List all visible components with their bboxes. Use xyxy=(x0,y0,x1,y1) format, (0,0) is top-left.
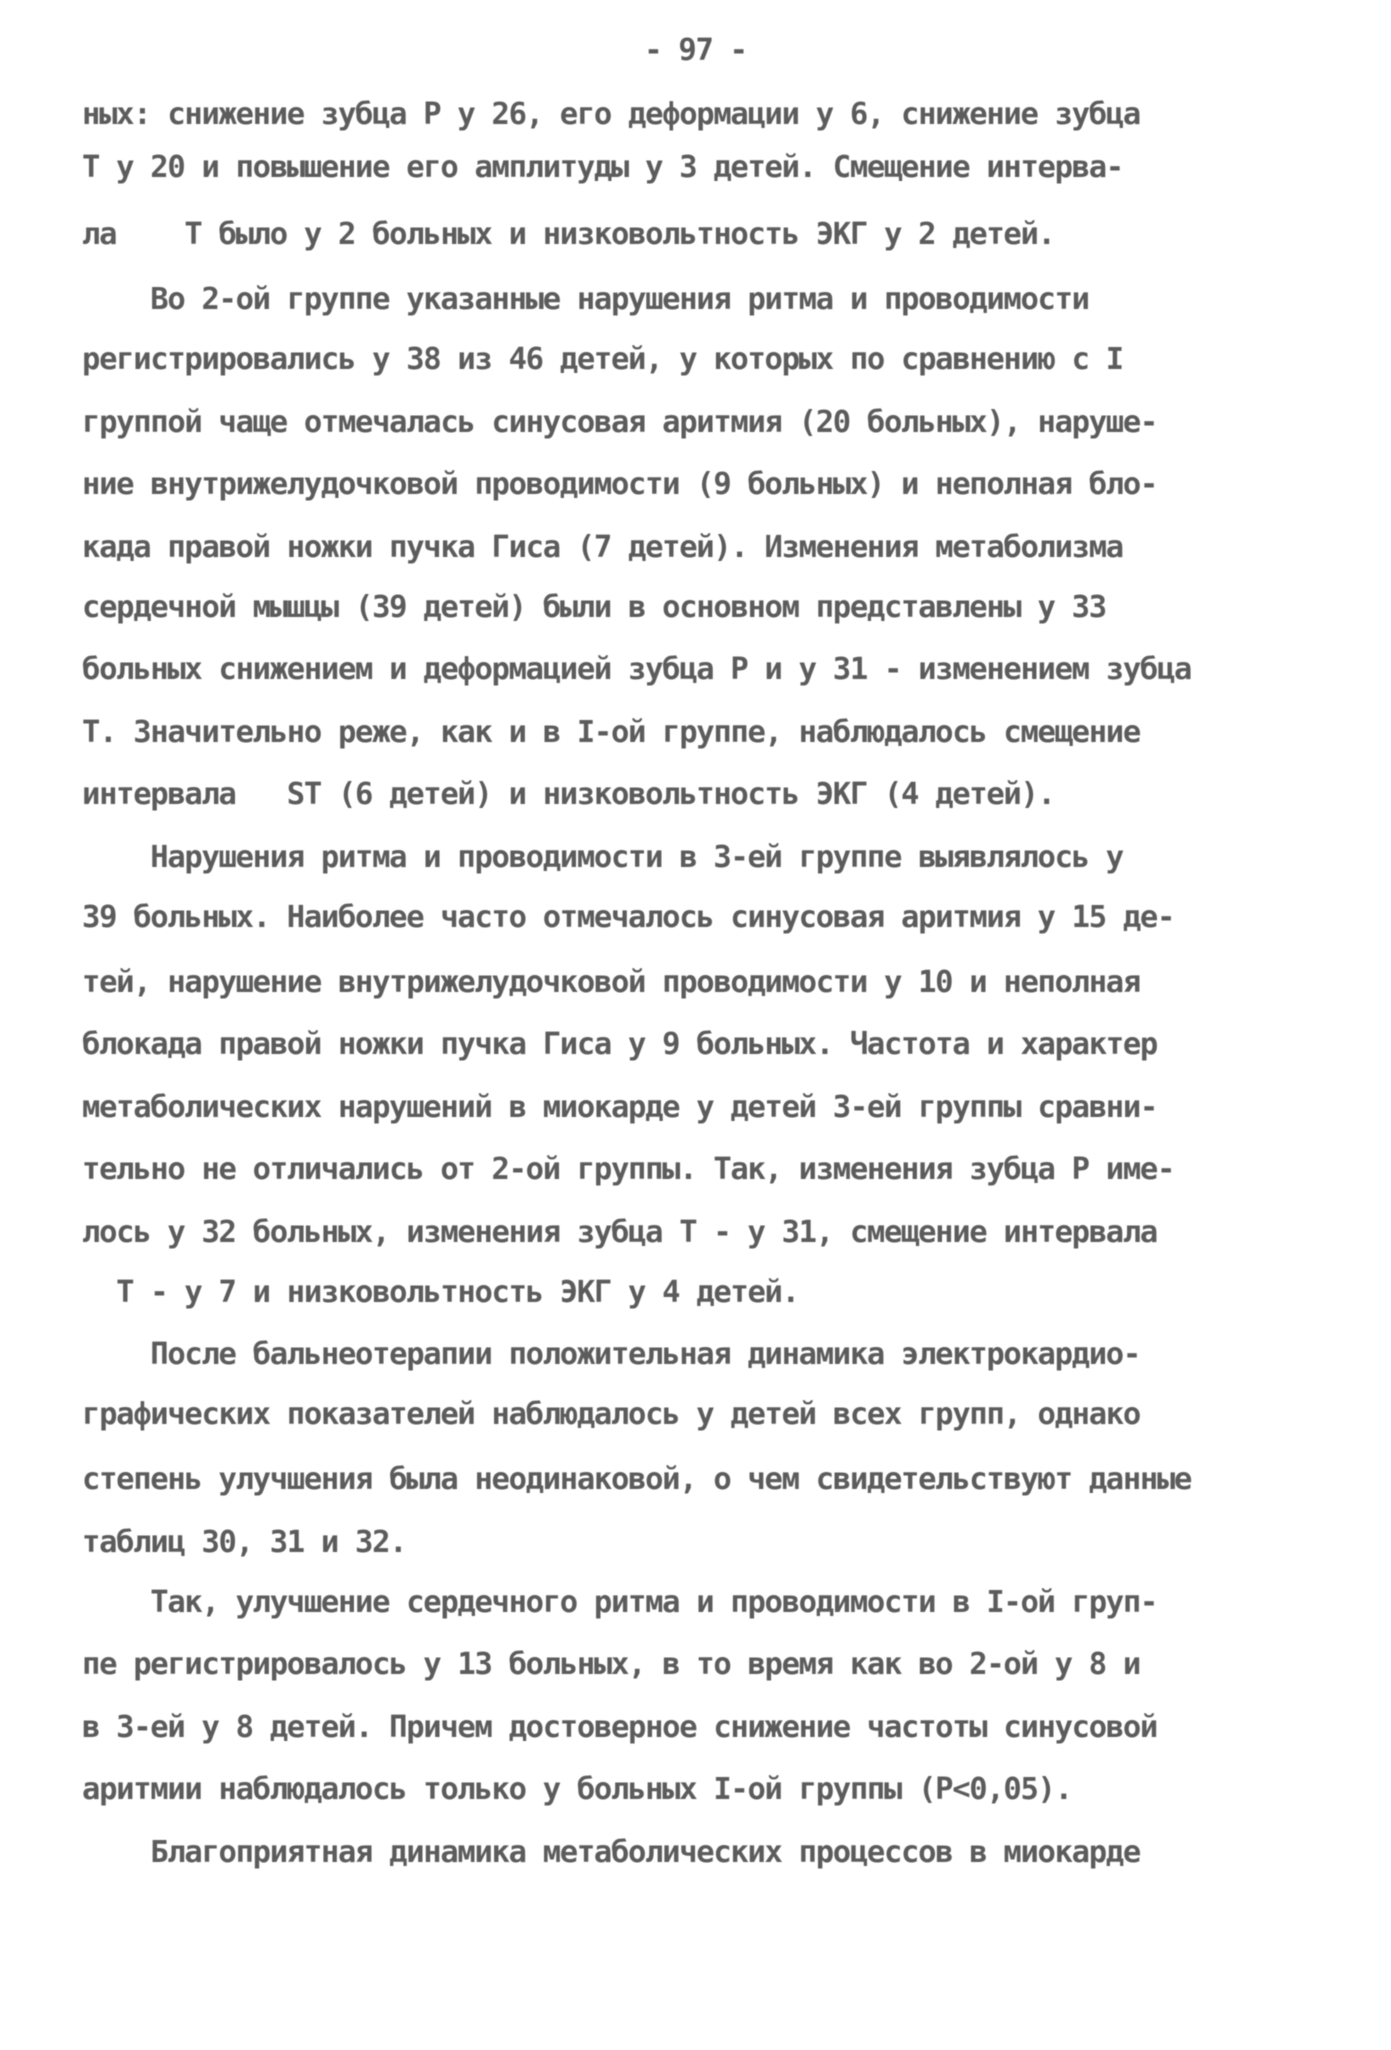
text-line: группой чаще отмечалась синусовая аритмия (20 больных), наруше- xyxy=(82,405,1157,440)
text-line: регистрировались у 38 из 46 детей, у которых по сравнению с I xyxy=(82,342,1123,377)
text-line: Благоприятная динамика метаболических процессов в миокарде xyxy=(82,1835,1140,1870)
text-line: пе регистрировалось у 13 больных, в то время как во 2-ой у 8 и xyxy=(82,1647,1140,1682)
text-line: сердечной мышцы (39 детей) были в основном представлены у 33 xyxy=(82,590,1106,625)
text-line: больных снижением и деформацией зубца Р и у 31 - изменением зубца xyxy=(82,652,1192,687)
page-number: - 97 - xyxy=(644,33,747,68)
text-line: графических показателей наблюдалось у детей всех групп, однако xyxy=(82,1397,1140,1432)
text-line: После бальнеотерапии положительная динамика электрокардио- xyxy=(82,1337,1140,1372)
text-line: тельно не отличались от 2-ой группы. Так, изменения зубца Р име- xyxy=(82,1152,1175,1187)
text-line: када правой ножки пучка Гиса (7 детей). Изменения метаболизма xyxy=(82,530,1123,565)
text-line: 39 больных. Наиболее часто отмечалось синусовая аритмия у 15 де- xyxy=(82,900,1175,935)
text-line: в 3-ей у 8 детей. Причем достоверное снижение частоты синусовой xyxy=(82,1710,1157,1745)
text-line: ние внутрижелудочковой проводимости (9 больных) и неполная бло- xyxy=(82,467,1157,502)
text-line: ных: снижение зубца Р у 26, его деформации у 6, снижение зубца xyxy=(82,97,1140,132)
text-line: степень улучшения была неодинаковой, о чем свидетельствуют данные xyxy=(82,1462,1192,1497)
text-line: лось у 32 больных, изменения зубца Т - у 31, смещение интервала xyxy=(82,1215,1157,1250)
text-line: блокада правой ножки пучка Гиса у 9 больных. Частота и характер xyxy=(82,1027,1157,1062)
text-line: ла Т было у 2 больных и низковольтность ЭКГ у 2 детей. xyxy=(82,217,1055,252)
text-line: аритмии наблюдалось только у больных I-ой группы (Р<0,05). xyxy=(82,1772,1072,1807)
text-line: интервала ST (6 детей) и низковольтность ЭКГ (4 детей). xyxy=(82,777,1055,812)
text-line: Т. Значительно реже, как и в I-ой группе, наблюдалось смещение xyxy=(82,715,1140,750)
text-line: метаболических нарушений в миокарде у детей 3-ей группы сравни- xyxy=(82,1090,1157,1125)
text-line: Во 2-ой группе указанные нарушения ритма и проводимости xyxy=(82,282,1089,317)
text-line: Нарушения ритма и проводимости в 3-ей группе выявлялось у xyxy=(82,840,1123,875)
text-line: Так, улучшение сердечного ритма и проводимости в I-ой груп- xyxy=(82,1585,1157,1620)
text-line: таблиц 30, 31 и 32. xyxy=(82,1525,407,1560)
text-line: тей, нарушение внутрижелудочковой проводимости у 10 и неполная xyxy=(82,965,1140,1000)
text-line: Т - у 7 и низковольтность ЭКГ у 4 детей. xyxy=(82,1275,799,1310)
text-line: Т у 20 и повышение его амплитуды у 3 детей. Смещение интерва- xyxy=(82,150,1123,185)
